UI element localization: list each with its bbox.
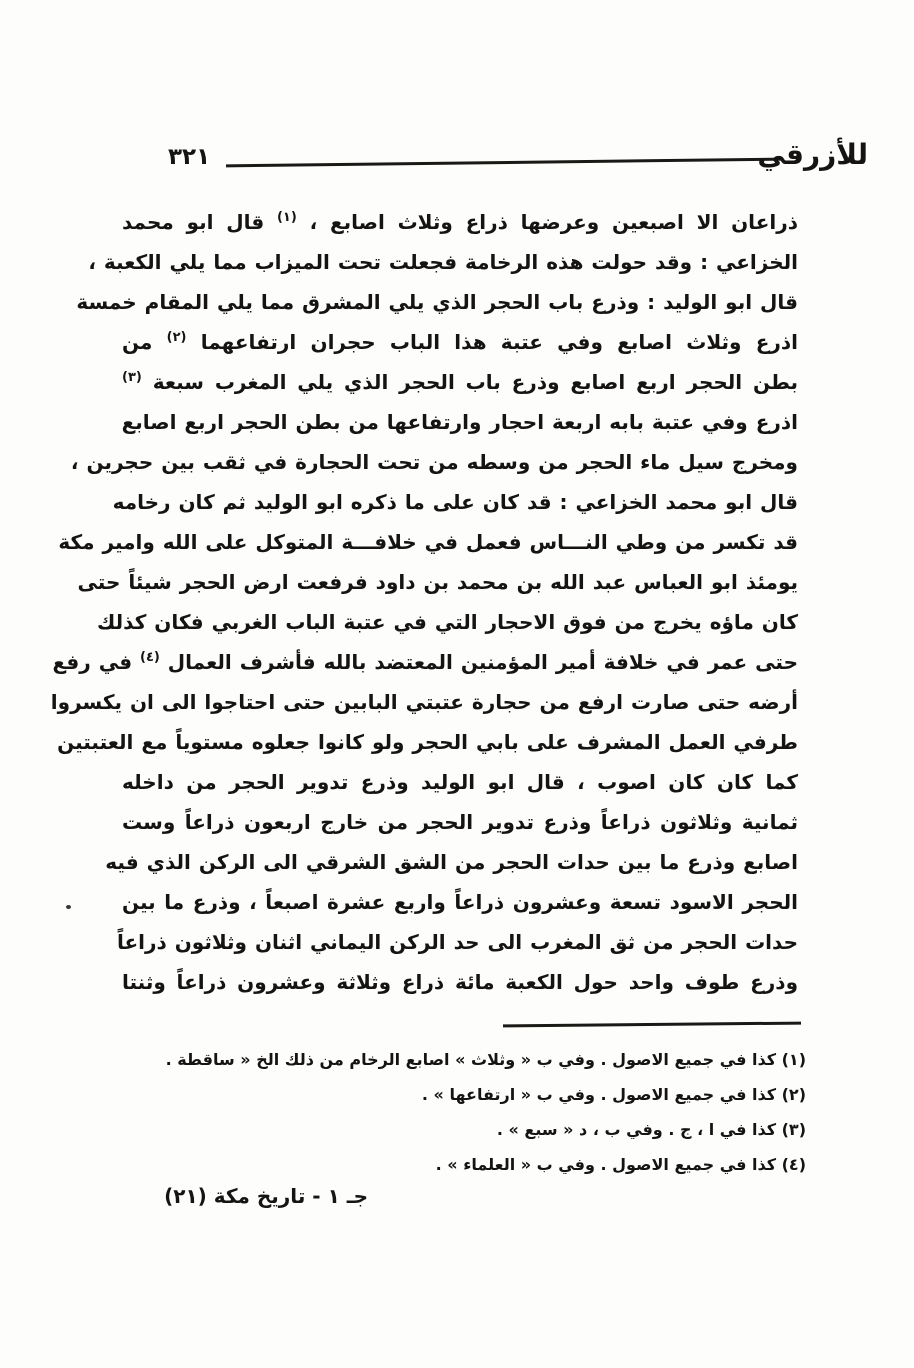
body-line: يومئذ ابو العباس عبد الله بن محمد بن داود فرفعت ارض الحجر شيئاً حتى [77, 570, 798, 594]
footnote: (٢) كذا في جميع الاصول . وفي ب « ارتفاعها » . [421, 1085, 806, 1104]
footnote: (٤) كذا في جميع الاصول . وفي ب « العلماء » . [435, 1155, 806, 1174]
body-line: حدات الحجر من ثق المغرب الى حد الركن اليماني اثنان وثلاثون ذراعاً [116, 930, 798, 954]
running-title: للأزرقي [757, 138, 868, 171]
body-line: اذرع وفي عتبة بابه اربعة احجار وارتفاعها من بطن الحجر اربع اصابع [121, 410, 798, 434]
ink-speck [66, 905, 71, 909]
body-text [50, 202, 799, 1002]
body-line: قال ابو الوليد : وذرع باب الحجر الذي يلي المشرق مما يلي المقام خمسة [76, 290, 798, 314]
body-line: قال ابو محمد الخزاعي : قد كان على ما ذكره ابو الوليد ثم كان رخامه [112, 490, 798, 514]
body-line: كان ماؤه يخرج من فوق الاحجار التي في عتبة الباب الغربي فكان كذلك [97, 610, 798, 634]
header-rule [226, 158, 782, 168]
body-line: اصابع وذرع ما بين حدات الحجر من الشق الشرقي الى الركن الذي فيه [105, 850, 798, 874]
body-line: الخزاعي : وقد حولت هذه الرخامة فجعلت تحت الميزاب مما يلي الكعبة ، [88, 250, 798, 274]
page-number: ٣٢١ [168, 144, 211, 170]
body-line: حتى عمر في خلافة أمير المؤمنين المعتضد بالله فأشرف العمال $^{(٤)}$ في رفع [52, 650, 798, 674]
body-line: قد تكسر من وطي النـــاس فعمل في خلافـــة المتوكل على الله وامير مكة [58, 530, 798, 554]
footnote-separator [503, 1022, 801, 1028]
body-line: ذراعان الا اصبعين وعرضها ذراع وثلاث اصابع ، $^{(١)}$ قال ابو محمد [122, 210, 798, 234]
footnote: (١) كذا في جميع الاصول . وفي ب « وثلاث » اصابع الرخام من ذلك الخ « ساقطة . [165, 1050, 806, 1069]
body-line: الحجر الاسود تسعة وعشرون ذراعاً واربع عشرة اصبعاً ، وذرع ما بين [122, 890, 798, 914]
body-line: ثمانية وثلاثون ذراعاً وذرع تدوير الحجر من خارج اربعون ذراعاً وست [122, 810, 798, 834]
volume-note: جـ ١ - تاريخ مكة (٢١) [164, 1184, 368, 1208]
body-line: بطن الحجر اربع اصابع وذرع باب الحجر الذي يلي المغرب سبعة $^{(٣)}$ [122, 370, 798, 394]
body-line: اذرع وثلاث اصابع وفي عتبة هذا الباب حجران ارتفاعهما $^{(٢)}$ من [122, 330, 799, 354]
body-line: أرضه حتى صارت ارفع من حجارة عتبتي البابين حتى احتاجوا الى ان يكسروا [50, 690, 798, 714]
footnote: (٣) كذا في ا ، ج . وفي ب ، د « سبع » . [496, 1120, 806, 1139]
footnotes [106, 1042, 806, 1182]
body-line: وذرع طوف واحد حول الكعبة مائة ذراع وثلاثة وعشرون ذراعاً وثنتا [122, 970, 798, 994]
body-line: طرفي العمل المشرف على بابي الحجر ولو كانوا جعلوه مستوياً مع العتبتين [57, 730, 798, 754]
body-line: ومخرج سيل ماء الحجر من وسطه من تحت الحجارة في ثقب بين حجرين ، [70, 450, 798, 474]
body-line: كما كان كان اصوب ، قال ابو الوليد وذرع تدوير الحجر من داخله [122, 770, 798, 794]
